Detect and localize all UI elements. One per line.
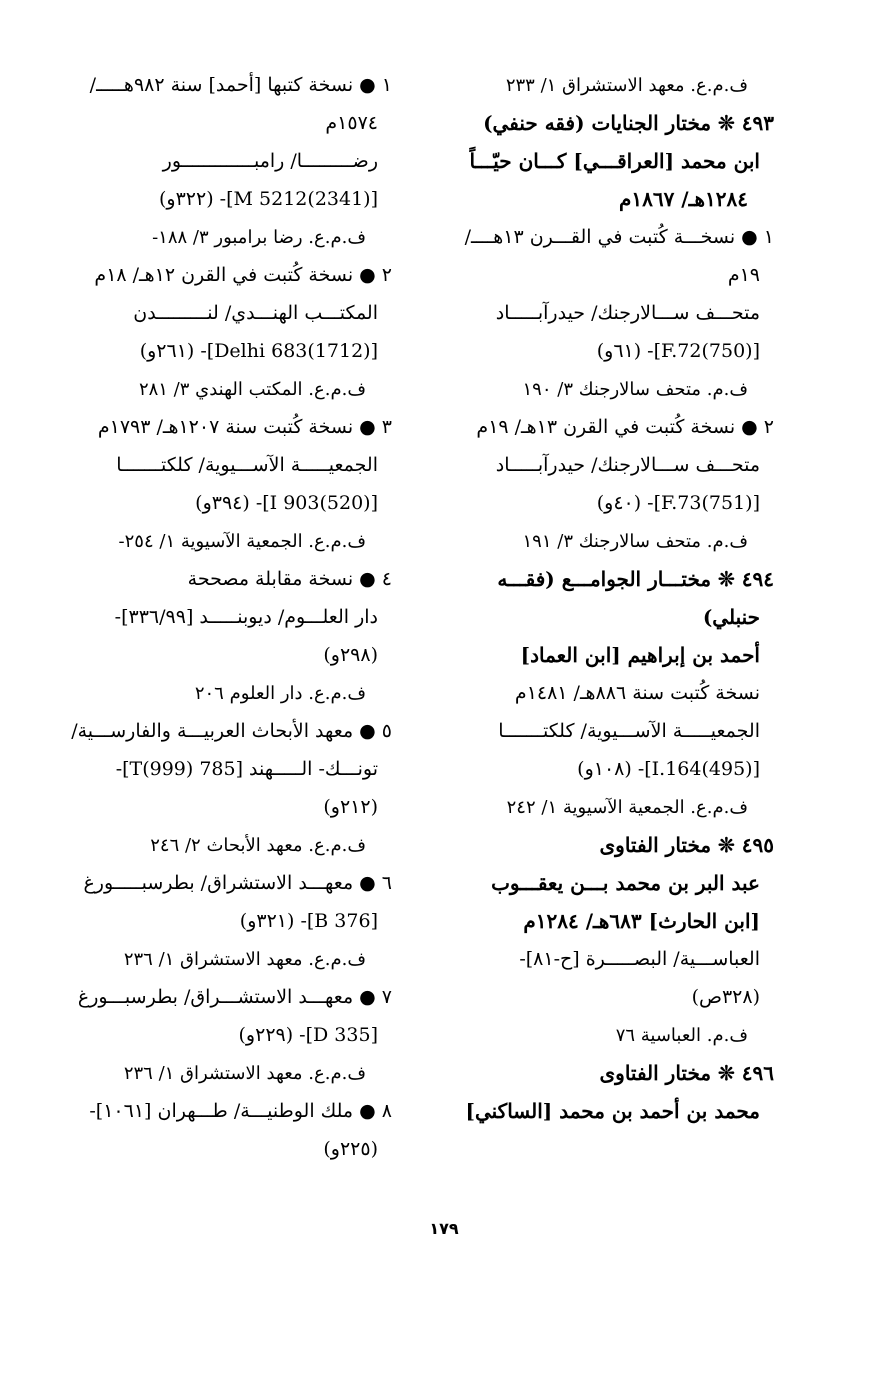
left-column-line: رضـــــــــا/ رامبـــــــــــــور bbox=[162, 150, 378, 172]
right-column-line: ف.م.ع. الجمعية الآسيوية ١/ ٢٤٢ bbox=[506, 797, 748, 818]
left-column-line: ف.م.ع. معهد الاستشراق ١/ ٢٣٦ bbox=[123, 1063, 366, 1084]
left-column-line: ١ ● نسخة كتبها [أحمد] سنة ٩٨٢هـــــ/ bbox=[89, 74, 392, 96]
right-column-line: ١ ● نسخـــة كُتبت في القـــرن ١٣هــــ/ bbox=[464, 226, 774, 248]
left-column-line: ٤ ● نسخة مقابلة مصححة bbox=[187, 568, 392, 590]
right-column-line: ف.م.ع. معهد الاستشراق ١/ ٢٣٣ bbox=[505, 75, 748, 96]
left-column-line: ف.م.ع. الجمعية الآسيوية ١/ ٢٥٤- bbox=[118, 531, 366, 552]
right-column-line: ٤٩٤ ❊ مختـــار الجوامـــع (فقـــه bbox=[497, 567, 774, 591]
right-column-line: عبد البر بن محمد بـــن يعقـــوب bbox=[491, 871, 760, 895]
right-column-line: العباســـية/ البصـــــرة [ح-٨١]- bbox=[519, 948, 760, 970]
left-column-line: ف.م.ع. معهد الأبحاث ٢/ ٢٤٦ bbox=[150, 835, 366, 856]
left-column-line: ٨ ● ملك الوطنيـــة/ طـــهران [١٠٦١]- bbox=[89, 1100, 392, 1122]
right-column-line: أحمد بن إبراهيم [ابن العماد] bbox=[520, 643, 760, 667]
left-column-line: ٢ ● نسخة كُتبت في القرن ١٢هـ/ ١٨م bbox=[94, 264, 392, 286]
left-column-line: ف.م.ع. معهد الاستشراق ١/ ٢٣٦ bbox=[123, 949, 366, 970]
right-column-line: حنبلي) bbox=[702, 605, 760, 629]
right-column-line: محمد بن أحمد بن محمد [الساكني] bbox=[465, 1099, 760, 1123]
right-column-line: ١٢٨٤هـ/ ١٨٦٧م bbox=[618, 187, 748, 211]
right-column-line: [(750)F.72]- (٦١و) bbox=[596, 340, 760, 362]
right-column-line: متحـــف ســـالارجنك/ حيدرآبـــــاد bbox=[495, 454, 760, 476]
left-column-line: الجمعيـــــة الآســـيوية/ كلكتـــــــا bbox=[116, 454, 378, 476]
left-column-line: [(520)I 903]- (٣٩٤و) bbox=[195, 492, 378, 514]
right-column-line: نسخة كُتبت سنة ٨٨٦هـ/ ١٤٨١م bbox=[514, 682, 760, 704]
left-column-line: ف.م.ع. دار العلوم ٢٠٦ bbox=[194, 683, 366, 704]
left-column-line: [D 335]- (٢٢٩و) bbox=[238, 1024, 378, 1046]
right-column-line: [(751)F.73]- (٤٠و) bbox=[596, 492, 760, 514]
left-column-line: [(1712)Delhi 683]- (٢٦١و) bbox=[139, 340, 378, 362]
right-column bbox=[454, 74, 774, 1138]
right-column-line: [(495)I.164]- (١٠٨و) bbox=[577, 758, 760, 780]
left-column-line: تونـــك- الـــــهند [785 T(999)]- bbox=[115, 758, 378, 780]
left-column-line: (٢٩٨و) bbox=[323, 644, 378, 666]
right-column-line: متحـــف ســـالارجنك/ حيدرآبـــــاد bbox=[495, 302, 760, 324]
left-column-line: دار العلـــوم/ ديوبنـــــد [٣٣٦/٩٩]- bbox=[114, 606, 378, 628]
right-column-line: ف.م. العباسية ٧٦ bbox=[615, 1025, 748, 1046]
right-column-line: ١٩م bbox=[727, 264, 760, 286]
left-column-line: [B 376]- (٣٢١و) bbox=[239, 910, 378, 932]
right-column-line: (٣٢٨ص) bbox=[691, 986, 760, 1008]
right-column-line: ابن محمد [العراقـــي] كـــان حيّـــاً bbox=[469, 149, 760, 173]
left-column bbox=[71, 74, 392, 1176]
left-column-line: ٧ ● معهـــد الاستشـــراق/ بطرسبـــورغ bbox=[77, 986, 392, 1008]
left-column-line: ٣ ● نسخة كُتبت سنة ١٢٠٧هـ/ ١٧٩٣م bbox=[97, 416, 392, 438]
right-column-line: ٤٩٣ ❊ مختار الجنايات (فقه حنفي) bbox=[483, 111, 774, 135]
left-column-line: المكتـــب الهنـــدي/ لنـــــــــدن bbox=[133, 302, 378, 324]
right-column-line: [ابن الحارث] ٦٨٣هـ/ ١٢٨٤م bbox=[523, 909, 760, 933]
left-column-line: (٢١٢و) bbox=[323, 796, 378, 818]
right-column-line: ف.م. متحف سالارجنك ٣/ ١٩٠ bbox=[522, 379, 748, 400]
right-column-line: ٤٩٦ ❊ مختار الفتاوى bbox=[599, 1061, 774, 1085]
page-number: ١٧٩ bbox=[429, 1219, 459, 1238]
right-column-line: الجمعيـــــة الآســـيوية/ كلكتـــــــا bbox=[498, 720, 760, 742]
left-column-line: ف.م.ع. رضا برامبور ٣/ ١٨٨- bbox=[152, 227, 366, 248]
left-column-line: ٥ ● معهد الأبحاث العربيـــة والفارســـية/ bbox=[71, 720, 392, 742]
left-column-line: [(2341)5212 M]- (٣٢٢و) bbox=[159, 188, 378, 210]
left-column-line: (٢٢٥و) bbox=[323, 1138, 378, 1160]
right-column-line: ٢ ● نسخة كُتبت في القرن ١٣هـ/ ١٩م bbox=[476, 416, 774, 438]
left-column-line: ٦ ● معهـــد الاستشراق/ بطرسبـــــورغ bbox=[83, 872, 392, 894]
left-column-line: ف.م.ع. المكتب الهندي ٣/ ٢٨١ bbox=[138, 379, 366, 400]
right-column-line: ٤٩٥ ❊ مختار الفتاوى bbox=[599, 833, 774, 857]
right-column-line: ف.م. متحف سالارجنك ٣/ ١٩١ bbox=[522, 531, 748, 552]
left-column-line: ١٥٧٤م bbox=[325, 112, 378, 134]
